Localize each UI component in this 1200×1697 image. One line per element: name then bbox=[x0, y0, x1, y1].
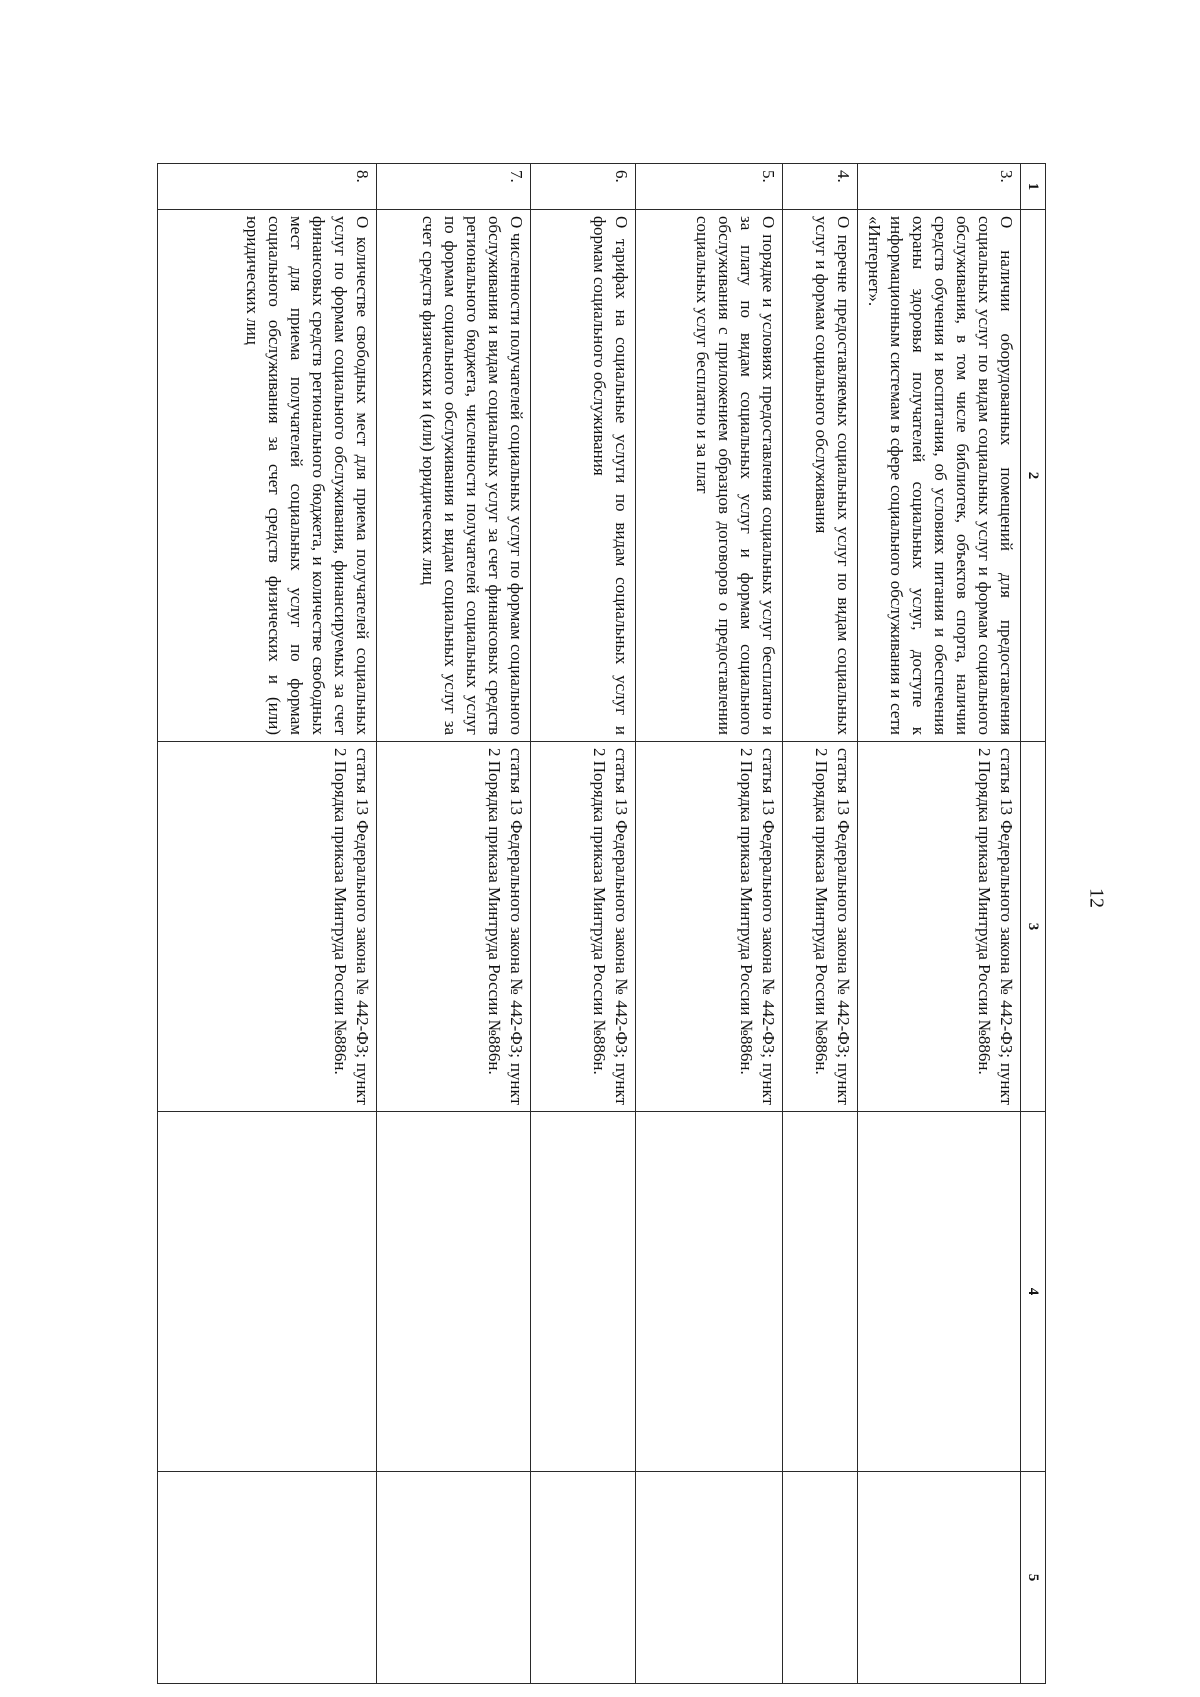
row-number: 4. bbox=[783, 164, 858, 210]
rotated-table-wrapper bbox=[76, 163, 1046, 1683]
header-cell-2: 2 bbox=[1021, 210, 1046, 742]
table-row bbox=[377, 164, 531, 1684]
header-cell-4: 4 bbox=[1021, 1112, 1046, 1472]
row-cell-5 bbox=[377, 1472, 531, 1684]
header-cell-5: 5 bbox=[1021, 1472, 1046, 1684]
table-row bbox=[531, 164, 636, 1684]
row-legal-basis: статья 13 Федерального закона № 442-ФЗ; пункт 2 Порядка приказа Минтруда России №886н. bbox=[377, 742, 531, 1112]
row-description: О перечне предоставляемых социальных услуг по видам социальных услуг и формам социального обслуживания bbox=[783, 210, 858, 742]
row-description: О наличии оборудованных помещений для предоставления социальных услуг по видам социальных услуг и формам социального обслуживания, в том числе библиотек, объектов спорта, наличии средств обучения и воспитания, об условиях питания и обеспечения охраны здоровья получателей социальных услуг, доступе к информационным системам в сфере социального обслуживания и сети «Интернет». bbox=[858, 210, 1021, 742]
row-description: О тарифах на социальные услуги по видам социальных услуг и формам социального обслуживания bbox=[531, 210, 636, 742]
table-row bbox=[636, 164, 783, 1684]
requirements-table bbox=[157, 163, 1046, 1684]
row-cell-4 bbox=[636, 1112, 783, 1472]
row-description: О численности получателей социальных услуг по формам социального обслуживания и видам социальных услуг за счет финансовых средств регионального бюджета, численности получателей социальных услуг по формам социального обслуживания и видам социальных услуг за счет средств физических и (или) юридических лиц bbox=[377, 210, 531, 742]
table-row bbox=[858, 164, 1021, 1684]
row-cell-5 bbox=[783, 1472, 858, 1684]
row-number: 8. bbox=[158, 164, 377, 210]
row-number: 7. bbox=[377, 164, 531, 210]
row-cell-5 bbox=[858, 1472, 1021, 1684]
row-cell-4 bbox=[377, 1112, 531, 1472]
row-legal-basis: статья 13 Федерального закона № 442-ФЗ; пункт 2 Порядка приказа Минтруда России №886н. bbox=[531, 742, 636, 1112]
row-description: О порядке и условиях предоставления социальных услуг бесплатно и за плату по видам социальных услуг и формам социального обслуживания с приложением образцов договоров о предоставлении социальных услуг бесплатно и за плат bbox=[636, 210, 783, 742]
row-cell-4 bbox=[858, 1112, 1021, 1472]
row-number: 3. bbox=[858, 164, 1021, 210]
page-number: 12 bbox=[1085, 888, 1108, 908]
row-cell-4 bbox=[158, 1112, 377, 1472]
header-row bbox=[1021, 164, 1046, 1684]
row-cell-5 bbox=[158, 1472, 377, 1684]
row-cell-4 bbox=[783, 1112, 858, 1472]
row-cell-5 bbox=[636, 1472, 783, 1684]
row-legal-basis: статья 13 Федерального закона № 442-ФЗ; пункт 2 Порядка приказа Минтруда России №886н. bbox=[636, 742, 783, 1112]
row-description: О количестве свободных мест для приема получателей социальных услуг по формам социального обслуживания, финансируемых за счет финансовых средств регионального бюджета, и количестве свободных мест для приема получателей социальных услуг по формам социального обслуживания за счет средств физических и (или) юридических лиц bbox=[158, 210, 377, 742]
row-number: 6. bbox=[531, 164, 636, 210]
table-row bbox=[158, 164, 377, 1684]
row-cell-5 bbox=[531, 1472, 636, 1684]
header-cell-3: 3 bbox=[1021, 742, 1046, 1112]
row-legal-basis: статья 13 Федерального закона № 442-ФЗ; пункт 2 Порядка приказа Минтруда России №886н. bbox=[858, 742, 1021, 1112]
header-cell-1: 1 bbox=[1021, 164, 1046, 210]
table-row bbox=[783, 164, 858, 1684]
row-legal-basis: статья 13 Федерального закона № 442-ФЗ; пункт 2 Порядка приказа Минтруда России №886н. bbox=[158, 742, 377, 1112]
row-number: 5. bbox=[636, 164, 783, 210]
row-legal-basis: статья 13 Федерального закона № 442-ФЗ; пункт 2 Порядка приказа Минтруда России №886н. bbox=[783, 742, 858, 1112]
row-cell-4 bbox=[531, 1112, 636, 1472]
